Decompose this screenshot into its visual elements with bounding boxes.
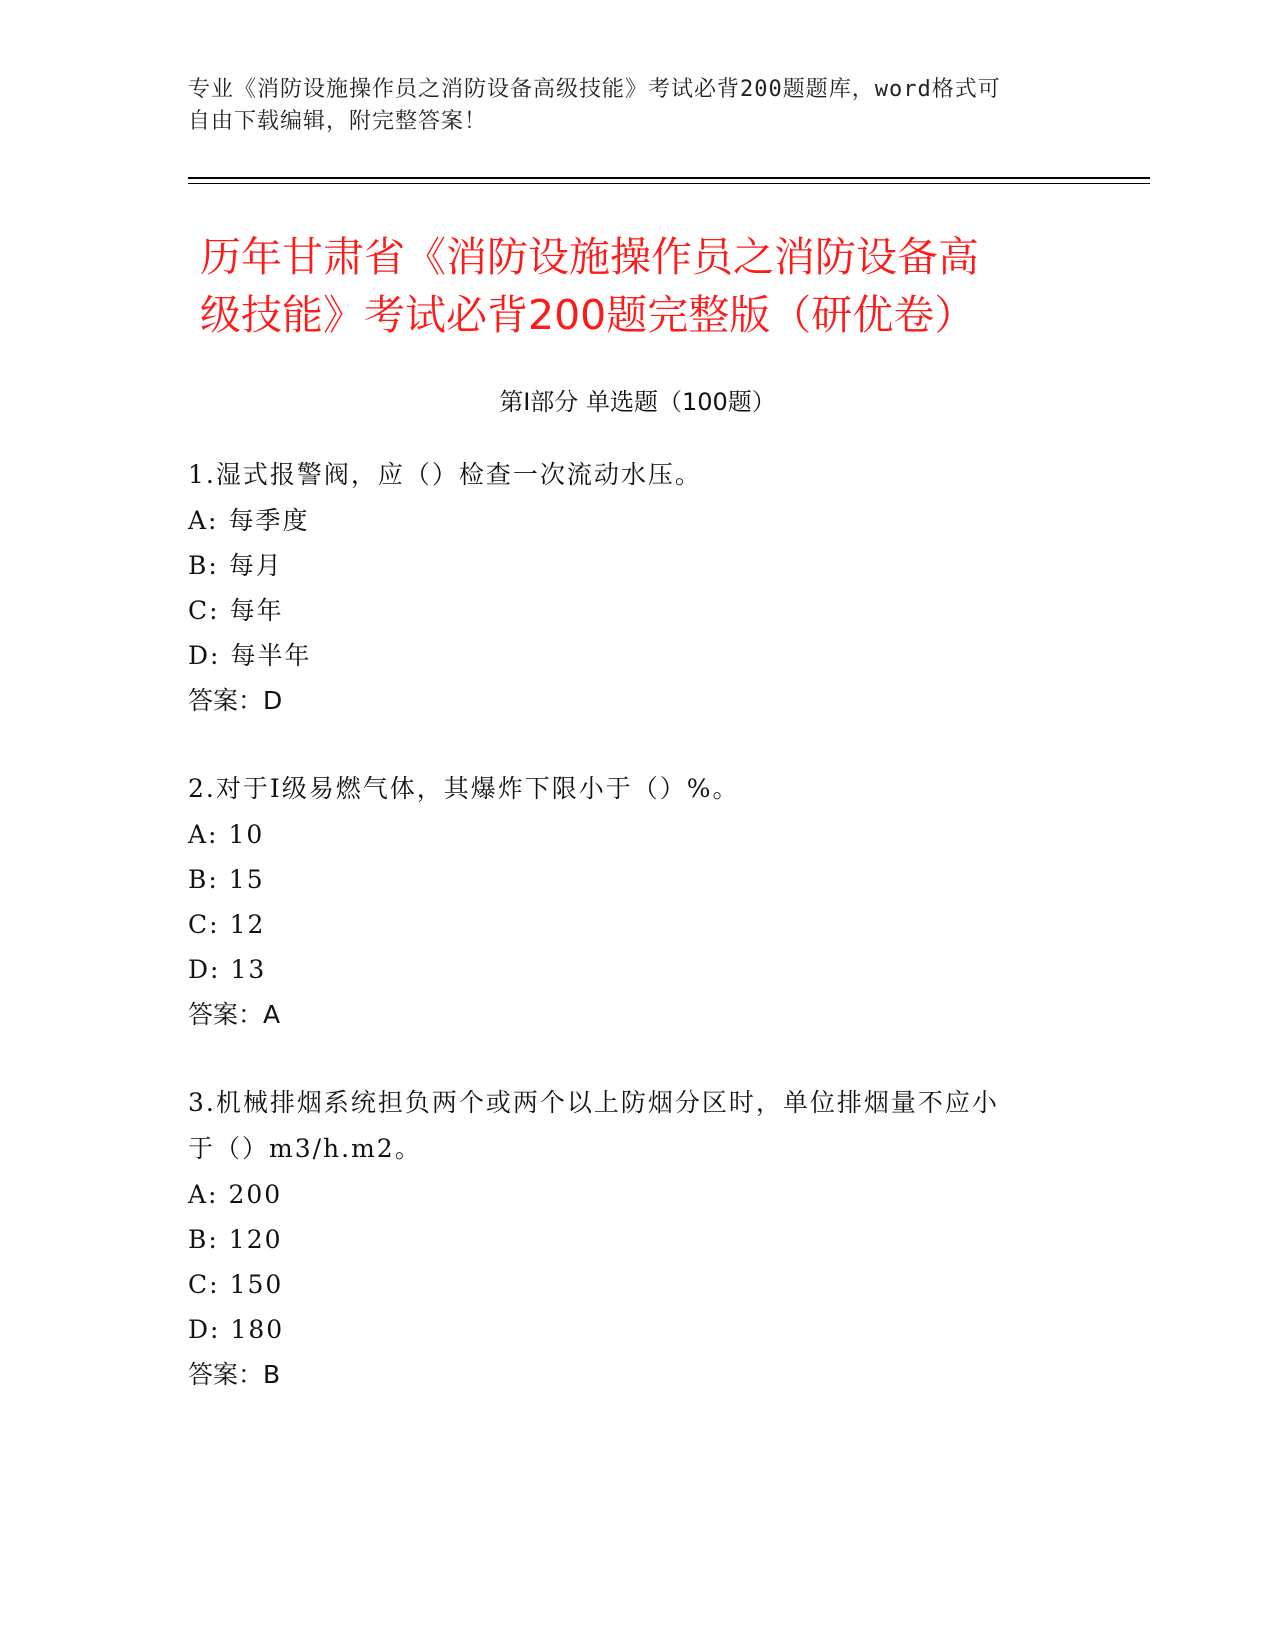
option-text: 180 — [230, 1315, 285, 1344]
option-text: 15 — [228, 865, 265, 894]
option-b — [188, 857, 1068, 902]
question-3 — [188, 1080, 1068, 1397]
option-text: 每半年 — [230, 641, 312, 670]
answer-line — [188, 992, 1068, 1037]
document-title — [200, 228, 1100, 344]
option-text: 每季度 — [228, 506, 310, 535]
option-text: 13 — [230, 955, 267, 984]
option-a — [188, 812, 1068, 857]
question-stem: 3.机械排烟系统担负两个或两个以上防烟分区时，单位排烟量不应小 — [188, 1088, 999, 1117]
header-note — [188, 74, 1068, 138]
answer-label: 答案： — [188, 1360, 264, 1389]
answer-value: D — [263, 686, 283, 715]
option-a — [188, 1172, 1068, 1217]
document-title-line: 历年甘肃省《消防设施操作员之消防设备高 — [200, 233, 979, 281]
option-key: D: — [188, 1315, 221, 1344]
option-key: C: — [188, 596, 220, 625]
option-c — [188, 588, 1068, 633]
answer-line — [188, 678, 1068, 723]
header-divider-thin — [188, 183, 1150, 184]
option-key: D: — [188, 641, 221, 670]
question-stem: 2.对于Ⅰ级易燃气体，其爆炸下限小于（）%。 — [188, 774, 740, 803]
header-divider-thick — [188, 177, 1150, 179]
option-b — [188, 543, 1068, 588]
document-title-line: 级技能》考试必背200题完整版（研优卷） — [200, 291, 976, 339]
option-key: C: — [188, 1270, 220, 1299]
option-d — [188, 1307, 1068, 1352]
answer-label: 答案： — [188, 686, 264, 715]
question-2 — [188, 766, 1068, 1037]
option-text: 200 — [228, 1180, 283, 1209]
section-heading: 第Ⅰ部分 单选题（100题） — [499, 388, 776, 416]
option-text: 12 — [229, 910, 266, 939]
question-1 — [188, 452, 1068, 723]
option-key: D: — [188, 955, 221, 984]
option-text: 10 — [228, 820, 265, 849]
answer-value: B — [263, 1360, 281, 1389]
option-key: C: — [188, 910, 220, 939]
option-c — [188, 902, 1068, 947]
option-d — [188, 947, 1068, 992]
answer-line — [188, 1352, 1068, 1397]
option-text: 120 — [228, 1225, 283, 1254]
option-key: A: — [188, 820, 219, 849]
option-key: B: — [188, 1225, 219, 1254]
option-text: 每年 — [229, 596, 284, 625]
question-stem: 1.湿式报警阀，应（）检查一次流动水压。 — [188, 460, 702, 489]
option-a — [188, 498, 1068, 543]
option-key: A: — [188, 506, 219, 535]
header-note-line: 专业《消防设施操作员之消防设备高级技能》考试必背200题题库，word格式可 — [188, 77, 1001, 102]
option-key: A: — [188, 1180, 219, 1209]
header-note-line: 自由下载编辑，附完整答案！ — [188, 109, 488, 134]
answer-label: 答案： — [188, 1000, 264, 1029]
option-b — [188, 1217, 1068, 1262]
answer-value: A — [263, 1000, 281, 1029]
question-stem-continued: 于（）m3/h.m2。 — [188, 1134, 422, 1163]
option-text: 150 — [229, 1270, 284, 1299]
option-key: B: — [188, 865, 219, 894]
option-c — [188, 1262, 1068, 1307]
option-key: B: — [188, 551, 219, 580]
option-d — [188, 633, 1068, 678]
option-text: 每月 — [228, 551, 283, 580]
